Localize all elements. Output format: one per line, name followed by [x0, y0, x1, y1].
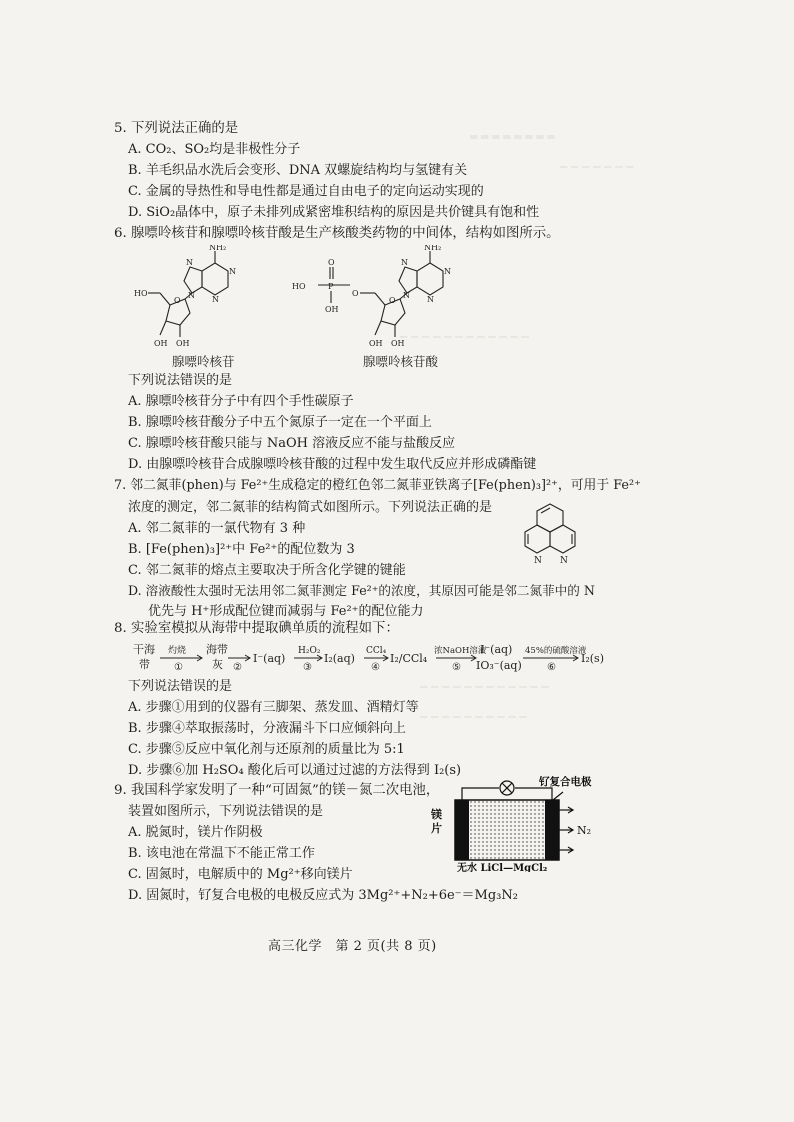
flow-step-number: ③	[303, 662, 312, 673]
oxygen-label: O	[389, 296, 396, 305]
phosphorus-label: P	[328, 282, 334, 291]
bleed-through-text: ─ ─ ─ ─ ─ ─ ─ ─ ─ ─ ─ ─	[420, 680, 549, 694]
adenosine-structure	[130, 245, 250, 350]
magnesium-electrode-label: 镁	[431, 808, 442, 821]
q9-stem-line2: 装置如图所示，下列说法错误的是	[128, 804, 324, 819]
q5-option-c: C. 金属的导热性和导电性都是通过自由电子的定向运动实现的	[128, 184, 484, 199]
q6-option-a: A. 腺嘌呤核苷分子中有四个手性碳原子	[128, 394, 354, 409]
q7-option-d-continued: 优先与 H⁺形成配位键而减弱与 Fe²⁺的配位能力	[148, 604, 424, 619]
flow-iodine-ccl4: I₂/CCl₄	[390, 652, 428, 665]
q6-option-b: B. 腺嘌呤核苷酸分子中五个氮原子一定在一个平面上	[128, 415, 432, 430]
adenosine-monophosphate-structure	[290, 245, 465, 350]
magnesium-electrode-label: 片	[431, 822, 442, 835]
q8-option-d: D. 步骤⑥加 H₂SO₄ 酸化后可以通过过滤的方法得到 I₂(s)	[128, 763, 462, 778]
hydroxyl-label: OH	[369, 339, 383, 348]
q5-option-d: D. SiO₂晶体中，原子未排列成紧密堆积结构的原因是共价键具有饱和性	[128, 205, 540, 220]
flow-iodide-iodate: IO₃⁻(aq)	[476, 659, 522, 672]
q7-stem-line2: 浓度的测定，邻二氮菲的结构简式如图所示。下列说法正确的是	[128, 500, 493, 515]
q9-stem-line1: 9. 我国科学家发明了一种“可固氮”的镁－氮二次电池，	[114, 783, 440, 798]
nitrogen-gas-label: N₂	[577, 824, 592, 837]
q6-stem: 6. 腺嘌呤核苷和腺嘌呤核苷酸是生产核酸类药物的中间体，结构如图所示。	[114, 226, 560, 241]
flow-step-label: 灼烧	[168, 646, 187, 656]
oxygen-label: O	[328, 258, 335, 267]
q7-option-c: C. 邻二氮菲的熔点主要取决于所含化学键的键能	[128, 563, 406, 578]
hydroxyl-label: HO	[292, 282, 306, 291]
flow-step-number: ④	[371, 662, 380, 673]
flow-kelp-ash: 海带	[206, 643, 228, 656]
nitrogen-label: N	[444, 267, 451, 276]
ruthenium-electrode-label: 钌复合电极	[539, 776, 592, 788]
q5-option-a: A. CO₂、SO₂均是非极性分子	[128, 142, 301, 157]
oxygen-label: O	[352, 289, 359, 298]
nitrogen-label: N	[403, 291, 410, 300]
page-footer: 高三化学 第 2 页(共 8 页)	[268, 939, 437, 954]
flow-step-number: ⑥	[547, 662, 556, 673]
q9-option-b: B. 该电池在常温下不能正常工作	[128, 846, 315, 861]
oxygen-label: O	[174, 296, 181, 305]
flow-step-number: ①	[174, 662, 183, 673]
bleed-through-text: ─ ─ ─ ─ ─ ─ ─ ─ ─ ─	[420, 710, 527, 724]
q5-option-b: B. 羊毛织品水洗后会变形、DNA 双螺旋结构均与氢键有关	[128, 163, 468, 178]
flow-dried-kelp: 带	[139, 658, 150, 671]
q6-option-d: D. 由腺嘌呤核苷合成腺嘌呤核苷酸的过程中发生取代反应并形成磷酯键	[128, 457, 537, 472]
nitrogen-label: N	[427, 295, 434, 304]
flow-iodide: I⁻(aq)	[253, 652, 286, 665]
adenosine-monophosphate-caption: 腺嘌呤核苷酸	[363, 354, 439, 369]
q8-stem: 8. 实验室模拟从海带中提取碘单质的流程如下：	[114, 621, 399, 636]
adenosine-caption: 腺嘌呤核苷	[172, 354, 235, 369]
flow-iodine-aq: I₂(aq)	[324, 652, 355, 665]
flow-kelp-ash: 灰	[212, 658, 223, 671]
nitrogen-label: N	[229, 267, 236, 276]
q7-option-a: A. 邻二氮菲的一氯代物有 3 种	[128, 521, 306, 536]
q9-option-d: D. 固氮时，钌复合电极的电极反应式为 3Mg²⁺+N₂+6e⁻＝Mg₃N₂	[128, 888, 518, 903]
mg-n2-battery-diagram	[425, 772, 625, 872]
q5-stem: 5. 下列说法正确的是	[114, 121, 239, 136]
nitrogen-label: N	[212, 295, 219, 304]
flow-step-number: ②	[233, 662, 242, 673]
iodine-extraction-flowchart	[130, 638, 620, 676]
q6-question: 下列说法错误的是	[128, 373, 233, 388]
flow-step-label: 45%的硫酸溶液	[525, 646, 587, 656]
flow-iodide-iodate: I⁻(aq)	[480, 643, 513, 656]
hydroxyl-label: OH	[176, 339, 190, 348]
flow-step-number: ⑤	[452, 662, 461, 673]
hydroxyl-label: OH	[325, 305, 339, 314]
q9-option-c: C. 固氮时，电解质中的 Mg²⁺移向镁片	[128, 867, 353, 882]
nitrogen-label: N	[534, 556, 542, 566]
nitrogen-label: N	[188, 291, 195, 300]
bleed-through-text: ═ ═ ═ ═ ═ ═ ═ ═	[470, 130, 555, 144]
q8-option-a: A. 步骤①用到的仪器有三脚架、蒸发皿、酒精灯等	[128, 700, 419, 715]
hydroxyl-label: OH	[154, 339, 168, 348]
amino-group-label: NH₂	[209, 245, 227, 252]
nitrogen-label: N	[186, 258, 193, 267]
electrolyte-label: 无水 LiCl—MgCl₂	[457, 863, 548, 872]
bleed-through-text: ─ ─ ─ ─ ─ ─ ─ ─ ─ ─ ─ ─	[400, 330, 529, 344]
q8-option-c: C. 步骤⑤反应中氧化剂与还原剂的质量比为 5:1	[128, 742, 405, 757]
hydroxyl-label: HO	[134, 289, 148, 298]
q7-stem-line1: 7. 邻二氮菲(phen)与 Fe²⁺生成稳定的橙红色邻二氮菲亚铁离子[Fe(phen)₃]²⁺，可用于 Fe²⁺	[114, 478, 641, 493]
hydroxyl-label: OH	[391, 339, 405, 348]
q8-question: 下列说法错误的是	[128, 679, 233, 694]
flow-dried-kelp: 干海	[133, 643, 155, 656]
q6-option-c: C. 腺嘌呤核苷酸只能与 NaOH 溶液反应不能与盐酸反应	[128, 436, 456, 451]
nitrogen-label: N	[401, 258, 408, 267]
flow-step-label: 浓NaOH溶液	[434, 646, 487, 656]
q9-option-a: A. 脱氮时，镁片作阴极	[128, 825, 263, 840]
bleed-through-text: ─ ─ ─ ─ ─ ─ ─	[560, 160, 634, 174]
flow-solid-iodine: I₂(s)	[581, 652, 604, 665]
flow-step-label: H₂O₂	[298, 646, 321, 656]
q8-option-b: B. 步骤④萃取振荡时，分液漏斗下口应倾斜向上	[128, 721, 406, 736]
amino-group-label: NH₂	[424, 245, 442, 252]
phenanthroline-structure	[512, 503, 588, 571]
q7-option-b: B. [Fe(phen)₃]²⁺中 Fe²⁺的配位数为 3	[128, 542, 355, 557]
nitrogen-label: N	[560, 556, 568, 566]
q7-option-d: D. 溶液酸性太强时无法用邻二氮菲测定 Fe²⁺的浓度，其原因可能是邻二氮菲中的 N	[128, 583, 595, 598]
flow-step-label: CCl₄	[366, 646, 387, 656]
